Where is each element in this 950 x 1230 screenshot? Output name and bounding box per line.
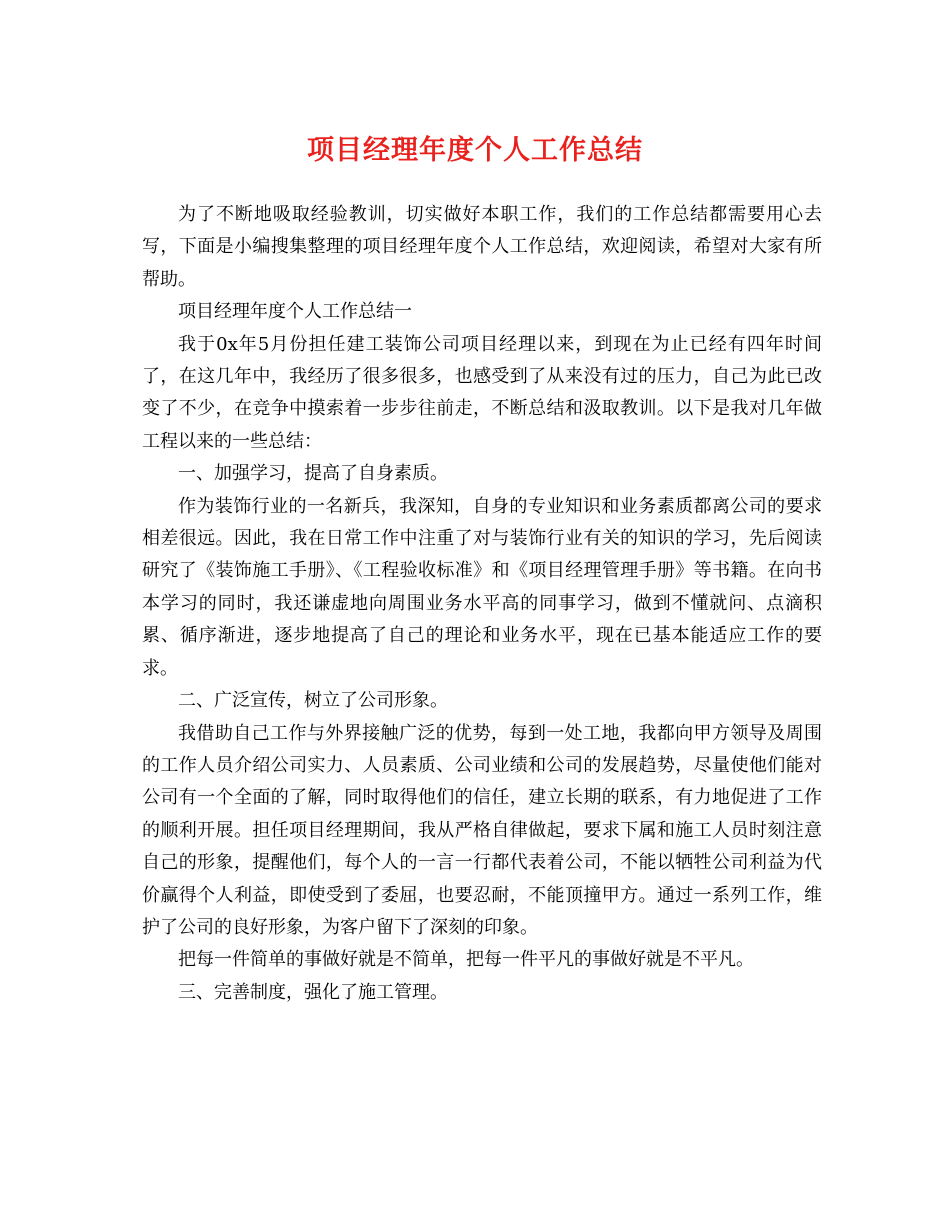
body-paragraph: 我借助自己工作与外界接触广泛的优势，每到一处工地，我都向甲方领导及周围的工作人员介绍公司实力、人员素质、公司业绩和公司的发展趋势，尽量使他们能对公司有一个全面的了解，同时取得他们的信任，建立长期的联系，有力地促进了工作的顺利开展。担任项目经理期间，我从严格自律做起，要求下属和施工人员时刻注意自己的形象，提醒他们，每个人的一言一行都代表着公司，不能以牺牲公司利益为代价赢得个人利益，即使受到了委屈，也要忍耐，不能顶撞甲方。通过一系列工作，维护了公司的良好形象，为客户留下了深刻的印象。 <box>142 722 822 938</box>
section-heading: 一、加强学习，提高了自身素质。 <box>178 463 448 485</box>
body-paragraph: 把每一件简单的事做好就是不简单，把每一件平凡的事做好就是不平凡。 <box>178 949 754 971</box>
body-paragraph: 我于0x年5月份担任建工装饰公司项目经理以来，到现在为止已经有四年时间了，在这几年中，我经历了很多很多，也感受到了从来没有过的压力，自己为此已改变了不少，在竞争中摸索着一步步往前走，不断总结和汲取教训。以下是我对几年做工程以来的一些总结： <box>142 333 822 452</box>
body-paragraph: 作为装饰行业的一名新兵，我深知，自身的专业知识和业务素质都离公司的要求相差很远。因此，我在日常工作中注重了对与装饰行业有关的知识的学习，先后阅读研究了《装饰施工手册》、《工程验收标准》和《项目经理管理手册》等书籍。在向书本学习的同时，我还谦虚地向周围业务水平高的同事学习，做到不懂就问、点滴积累、循序渐进，逐步地提高了自己的理论和业务水平，现在已基本能适应工作的要求。 <box>142 495 822 679</box>
intro-paragraph: 为了不断地吸取经验教训，切实做好本职工作，我们的工作总结都需要用心去写，下面是小编搜集整理的项目经理年度个人工作总结，欢迎阅读，希望对大家有所帮助。 <box>142 204 822 290</box>
document-body <box>142 199 822 1009</box>
section-heading: 二、广泛宣传，树立了公司形象。 <box>178 690 448 712</box>
page-title: 项目经理年度个人工作总结 <box>307 135 643 166</box>
section-heading: 项目经理年度个人工作总结一 <box>178 301 412 323</box>
section-heading: 三、完善制度，强化了施工管理。 <box>178 981 448 1003</box>
